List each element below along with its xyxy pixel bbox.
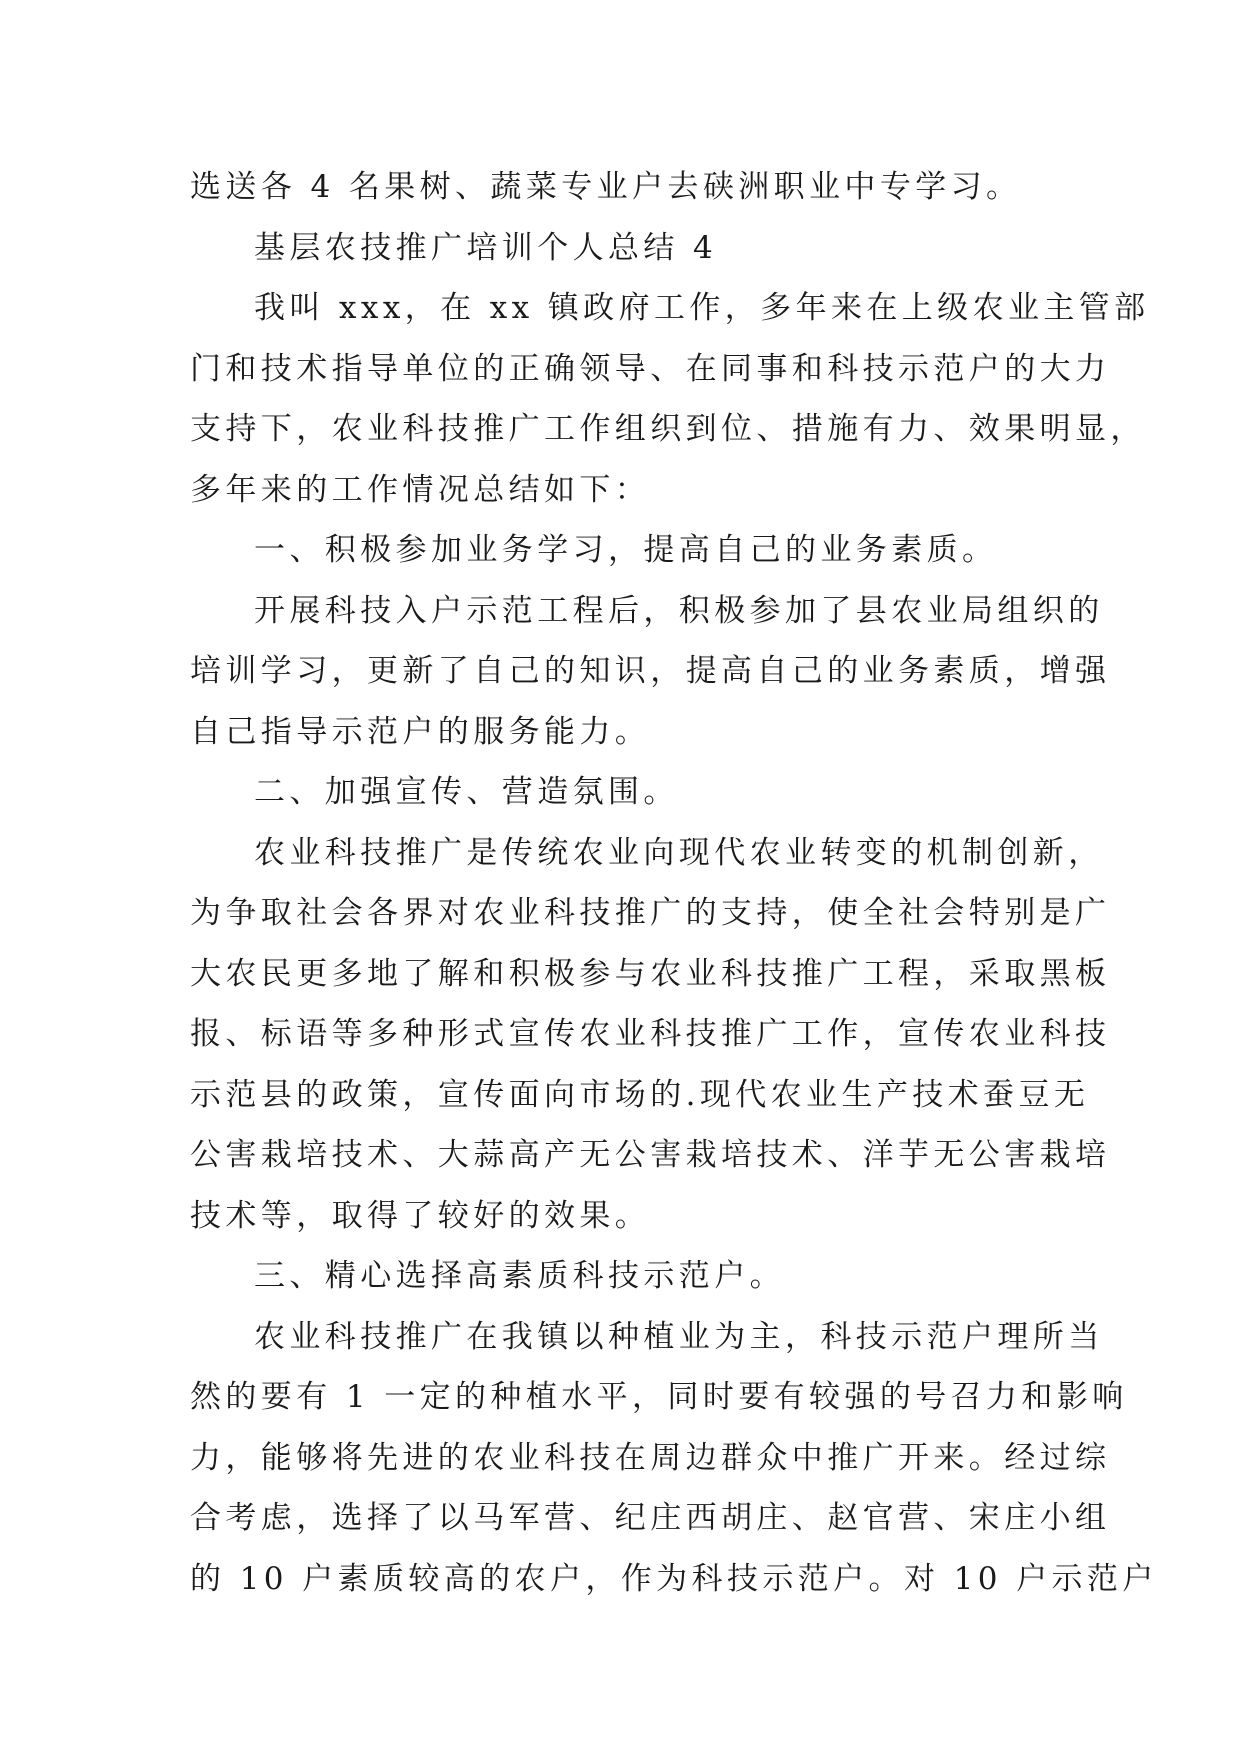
text-line: 示范县的政策，宣传面向市场的.现代农业生产技术蚕豆无 [190, 1076, 1090, 1113]
text-line: 培训学习，更新了自己的知识，提高自己的业务素质，增强 [190, 653, 1111, 689]
text-line: 的 10 户素质较高的农户，作为科技示范户。对 10 户示范户 [190, 1560, 1158, 1597]
text-line: 为争取社会各界对农业科技推广的支持，使全社会特别是广 [190, 895, 1111, 931]
text-line: 然的要有 1 一定的种植水平，同时要有较强的号召力和影响 [190, 1379, 1128, 1415]
document-body [190, 157, 1158, 1609]
text-line: 开展科技入户示范工程后，积极参加了县农业局组织的 [254, 592, 1104, 629]
text-line: 我叫 xxx，在 xx 镇政府工作，多年来在上级农业主管部 [254, 290, 1150, 326]
heading-line: 三、精心选择高素质科技示范户。 [254, 1258, 785, 1294]
text-line: 农业科技推广是传统农业向现代农业转变的机制创新， [254, 834, 1104, 871]
text-line: 技术等，取得了较好的效果。 [190, 1197, 651, 1234]
text-line: 公害栽培技术、大蒜高产无公害栽培技术、洋芋无公害栽培 [190, 1137, 1111, 1173]
text-line: 支持下，农业科技推广工作组织到位、措施有力、效果明显， [190, 411, 1146, 447]
text-line: 报、标语等多种形式宣传农业科技推广工作，宣传农业科技 [190, 1016, 1111, 1052]
text-line: 合考虑，选择了以马军营、纪庄西胡庄、赵官营、宋庄小组 [190, 1500, 1111, 1536]
heading-line: 二、加强宣传、营造氛围。 [254, 774, 679, 810]
text-line: 农业科技推广在我镇以种植业为主，科技示范户理所当 [254, 1318, 1104, 1355]
text-line: 多年来的工作情况总结如下： [190, 471, 651, 508]
text-line: 选送各 4 名果树、蔬菜专业户去硖洲职业中专学习。 [190, 169, 1022, 205]
section-title: 基层农技推广培训个人总结 4 [254, 229, 718, 266]
text-line: 力，能够将先进的农业科技在周边群众中推广开来。经过综 [190, 1439, 1111, 1476]
text-line: 门和技术指导单位的正确领导、在同事和科技示范户的大力 [190, 350, 1111, 387]
text-line: 自己指导示范户的服务能力。 [190, 713, 651, 750]
heading-line: 一、积极参加业务学习，提高自己的业务素质。 [254, 532, 998, 568]
text-line: 大农民更多地了解和积极参与农业科技推广工程，采取黑板 [190, 955, 1111, 992]
